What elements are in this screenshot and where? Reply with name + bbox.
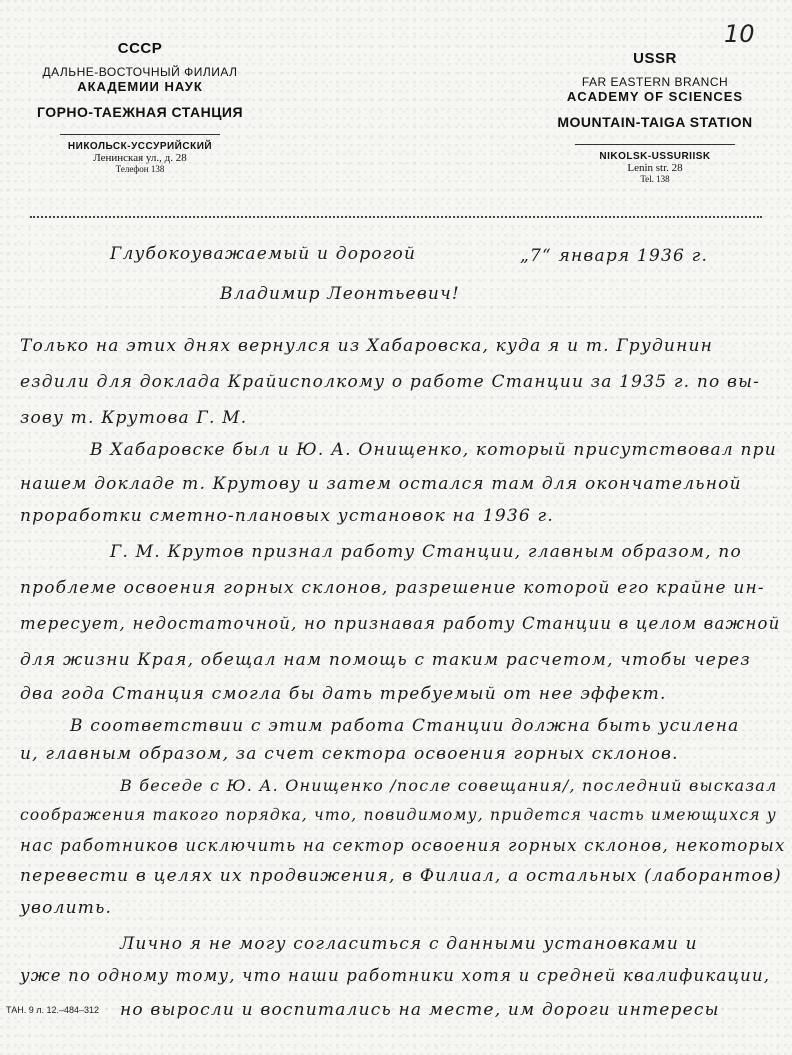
date-month: января xyxy=(558,246,631,266)
letterhead-city: NIKOLSK-USSURIISK xyxy=(599,151,711,162)
print-code: ТАН. 9 л. 12.–484–312 xyxy=(6,1005,100,1015)
letterhead-station: MOUNTAIN-TAIGA STATION xyxy=(557,114,753,130)
letterhead-branch: FAR EASTERN BRANCH xyxy=(581,75,729,89)
letter-line: для жизни Края, обещал нам помощь с таким расчетом, чтобы через xyxy=(20,650,751,670)
letterhead-academy: АКАДЕМИИ НАУК xyxy=(77,79,203,94)
letter-line: нас работников исключить на сектор освоения горных склонов, некоторых xyxy=(20,836,786,855)
letter-date xyxy=(520,246,708,266)
letter-salutation: Глубокоуважаемый и дорогой xyxy=(110,244,417,264)
letter-line: тересует, недостаточной, но признавая работу Станции в целом важной xyxy=(20,614,781,633)
letterhead-english xyxy=(540,50,770,184)
letter-line: Лично я не могу согласиться с данными установками и xyxy=(120,934,698,954)
letter-line: два года Станция смогла бы дать требуемый от нее эффект. xyxy=(20,684,667,704)
letter-line: проблеме освоения горных склонов, разрешение которой его крайне ин- xyxy=(20,578,765,598)
letterhead-country: СССР xyxy=(117,40,163,57)
letterhead-russian xyxy=(20,40,260,174)
letter-line: Только на этих днях вернулся из Хабаровска, куда я и т. Грудинин xyxy=(20,336,714,356)
letter-line: зову т. Крутова Г. М. xyxy=(20,408,248,428)
letter-line: В Хабаровске был и Ю. А. Онищенко, который присутствовал при xyxy=(90,440,777,460)
letter-line: но выросли и воспитались на месте, им дороги интересы xyxy=(120,1000,720,1020)
letterhead-phone: Tel. 138 xyxy=(640,174,670,184)
letterhead-phone: Телефон 138 xyxy=(115,164,165,174)
letter-line: уже по одному тому, что наши работники хотя и средней квалификации, xyxy=(20,966,771,985)
letterhead-station: ГОРНО-ТАЕЖНАЯ СТАНЦИЯ xyxy=(36,104,244,120)
letterhead-divider xyxy=(60,134,220,135)
page-number: 10 xyxy=(724,20,755,48)
date-year-suffix: 6 г. xyxy=(673,246,709,266)
letter-line: проработки сметно-плановых установок на 1936 г. xyxy=(20,506,554,526)
letter-line: и, главным образом, за счет сектора освоения горных склонов. xyxy=(20,744,679,764)
date-day: „7“ xyxy=(520,246,552,266)
letter-addressee: Владимир Леонтьевич! xyxy=(220,284,460,304)
letter-line: перевести в целях их продвижения, в Филиал, а остальных (лаборантов) xyxy=(20,866,782,886)
letterhead-divider xyxy=(575,144,735,145)
letterhead-city: НИКОЛЬСК-УССУРИЙСКИЙ xyxy=(67,141,213,152)
letterhead-academy: ACADEMY OF SCIENCES xyxy=(566,89,744,104)
letter-line: нашем докладе т. Крутову и затем остался там для окончательной xyxy=(20,474,742,494)
letterhead-branch: ДАЛЬНЕ-ВОСТОЧНЫЙ ФИЛИАЛ xyxy=(42,65,238,79)
letter-line: соображения такого порядка, что, повидимому, придется часть имеющихся у xyxy=(20,806,777,824)
letterhead-address: Lenin str. 28 xyxy=(627,162,683,174)
letterhead-country: USSR xyxy=(633,50,677,67)
letter-line: уволить. xyxy=(20,898,113,918)
letterhead-address: Ленинская ул., д. 28 xyxy=(93,152,187,164)
letter-line: В соответствии с этим работа Станции должна быть усилена xyxy=(70,716,740,736)
letter-line: В беседе с Ю. А. Онищенко /после совещания/, последний высказал xyxy=(120,776,778,795)
date-year-prefix: 193 xyxy=(636,246,674,266)
letterhead-separator xyxy=(30,216,762,218)
letter-line: ездили для доклада Крайисполкому о работе Станции за 1935 г. по вы- xyxy=(20,372,761,392)
letter-line: Г. М. Крутов признал работу Станции, главным образом, по xyxy=(110,542,742,562)
